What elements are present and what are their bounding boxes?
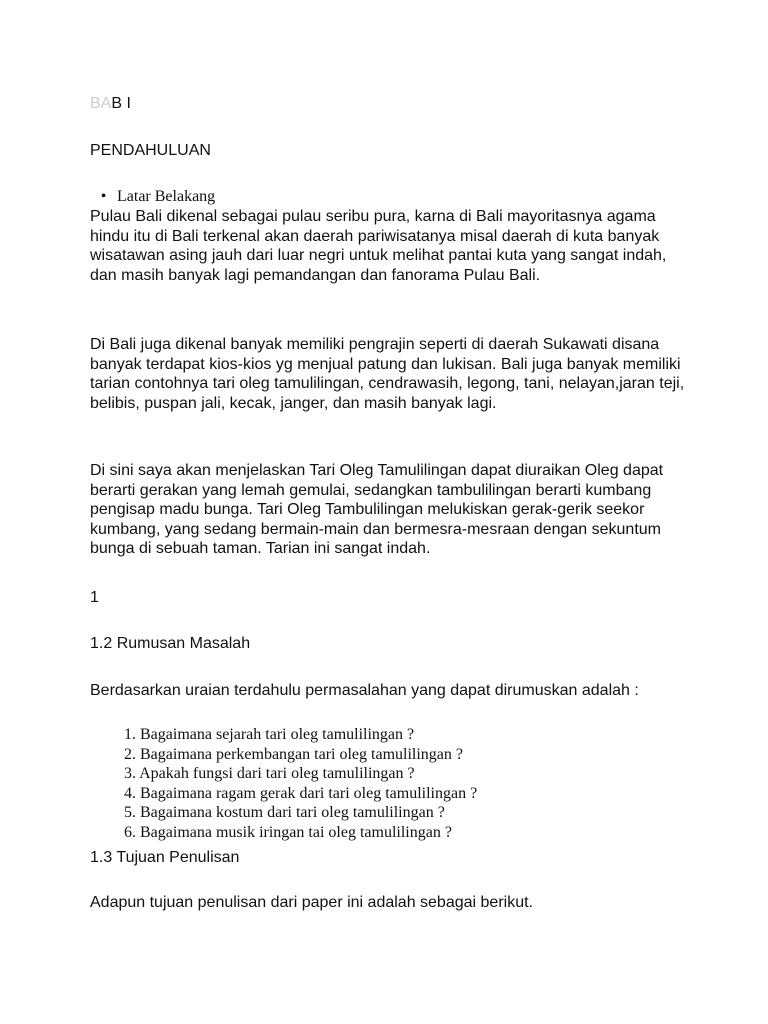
- bullet-label: Latar Belakang: [117, 188, 216, 205]
- chapter-label: [90, 94, 131, 114]
- chapter-label-rest: B I: [111, 95, 131, 112]
- page-title: PENDAHULUAN: [90, 142, 211, 159]
- paragraph-3: Di sini saya akan menjelaskan Tari Oleg Tamulilingan dapat diuraikan Oleg dapat berarti gerakan yang lemah gemulai, sedangkan tambulilingan berarti kumbang pengisap madu bunga. Tari Oleg Tambulilingan melukiskan gerak-gerik seekor kumbang, yang sedang bermain-main dan bermesra-mesraan dengan sekuntum bunga di sebuah taman. Tarian ini sangat indah.: [90, 462, 664, 557]
- list-item: 1. Bagaimana sejarah tari oleg tamulilingan ?: [124, 726, 415, 743]
- bullet-item-latar-belakang: [90, 187, 690, 207]
- chapter-label-faded: BA: [90, 95, 112, 112]
- section-heading-tujuan-penulisan: 1.3 Tujuan Penulisan: [90, 849, 240, 866]
- numbered-list: [90, 725, 690, 843]
- paragraph-1: Pulau Bali dikenal sebagai pulau seribu pura, karna di Bali mayoritasnya agama hindu itu di Bali terkenal akan daerah pariwisatanya misal daerah di kuta banyak wisatawan asing jauh dari luar negri untuk melihat pantai kuta yang sangat indah, dan masih banyak lagi pemandangan dan fanorama Pulau Bali.: [90, 208, 667, 284]
- bullet-icon: •: [100, 188, 107, 205]
- paragraph-2: Di Bali juga dikenal banyak memiliki pengrajin seperti di daerah Sukawati disana banyak terdapat kios-kios yg menjual patung dan lukisan. Bali juga banyak memiliki tarian contohnya tari oleg tamulilingan, cendrawasih, legong, tani, nelayan,jaran teji, belibis, puspan jali, kecak, janger, dan masih banyak lagi.: [90, 336, 685, 412]
- list-item: 6. Bagaimana musik iringan tai oleg tamulilingan ?: [124, 823, 452, 841]
- section-heading-rumusan-masalah: 1.2 Rumusan Masalah: [90, 635, 251, 652]
- section-intro-tujuan-penulisan: Adapun tujuan penulisan dari paper ini adalah sebagai berikut.: [90, 894, 533, 911]
- section-intro-rumusan-masalah: Berdasarkan uraian terdahulu permasalahan yang dapat dirumuskan adalah :: [90, 682, 639, 699]
- list-item: 2. Bagaimana perkembangan tari oleg tamulilingan ?: [124, 745, 463, 763]
- list-item: 4. Bagaimana ragam gerak dari tari oleg tamulilingan ?: [124, 784, 478, 802]
- list-item: 3. Apakah fungsi dari tari oleg tamulilingan ?: [124, 765, 415, 783]
- page-number: 1: [90, 589, 99, 606]
- list-item: 5. Bagaimana kostum dari tari oleg tamulilingan ?: [124, 804, 445, 822]
